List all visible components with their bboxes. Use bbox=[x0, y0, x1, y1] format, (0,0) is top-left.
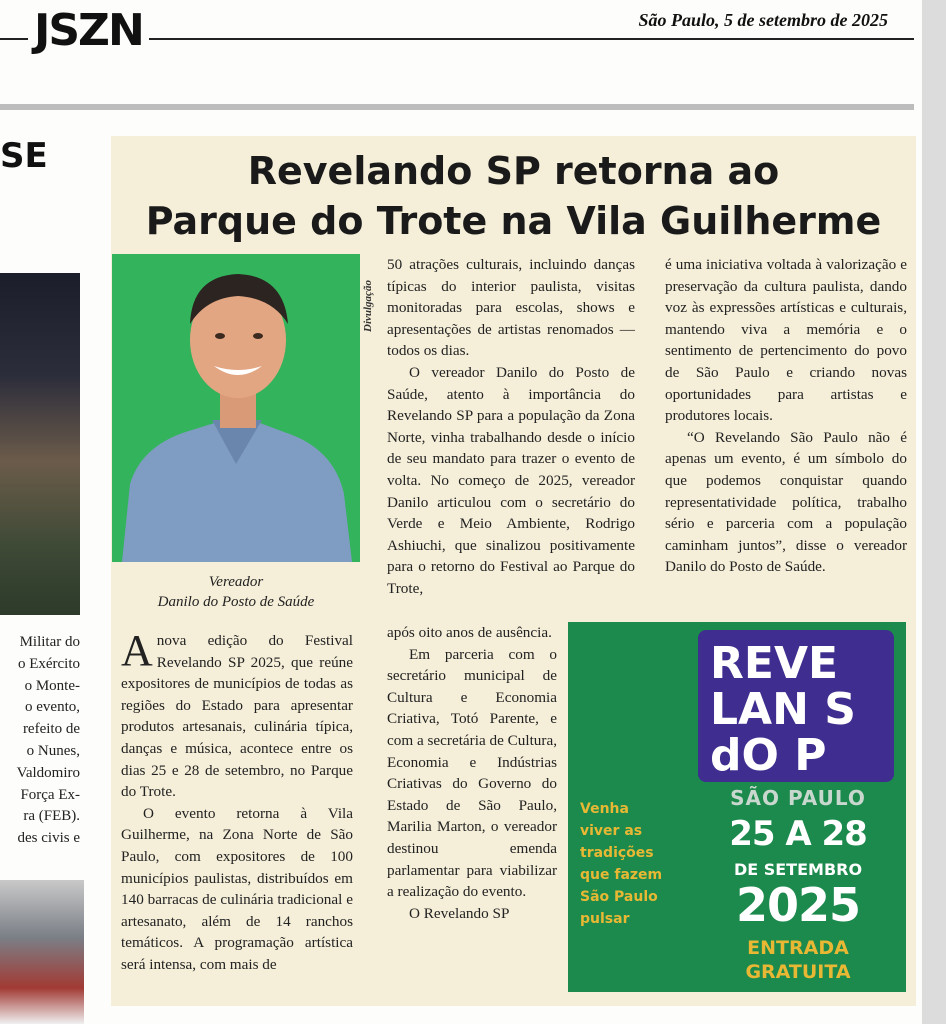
masthead-logo: JSZN bbox=[28, 6, 149, 56]
paragraph bbox=[121, 626, 353, 803]
dateline: São Paulo, 5 de setembro de 2025 bbox=[633, 10, 889, 31]
title-line-2: Parque do Trote na Vila Guilherme bbox=[145, 199, 882, 243]
person-portrait-icon bbox=[112, 254, 360, 562]
photo-caption bbox=[111, 572, 361, 612]
text-line: o Exército bbox=[17, 655, 80, 672]
article-column-3 bbox=[665, 254, 907, 578]
logo-row-2: LAN S bbox=[710, 684, 856, 735]
drop-cap: A bbox=[121, 626, 153, 675]
photo-credit: Divulgação bbox=[362, 280, 374, 332]
adjacent-article-heading: SE bbox=[0, 136, 48, 176]
entry-line-1: ENTRADA bbox=[747, 937, 849, 959]
tagline-line: Venha bbox=[580, 801, 629, 817]
paragraph: 50 atrações culturais, incluindo danças típicas do interior paulista, visitas monitoradas para escolas, shows e apresentações de artistas renomados — todos os dias. bbox=[387, 256, 635, 360]
paragraph: O evento retorna à Vila Guilherme, na Zona Norte de São Paulo, com expositores de 100 municípios paulistas, distribuídos em 140 barracas de culinária tradicional e artesanato, além de 14 ranchos temáticos. A programação artística será intensa, com mais de bbox=[121, 804, 353, 973]
paragraph: é uma iniciativa voltada à valorização e preservação da cultura paulista, dando voz às expressões artísticas e culturais, mantendo viva a memória e o sentimento de pertencimento do povo de São Paulo e criando novas oportunidades para artistas e produtores locais. bbox=[665, 256, 907, 425]
vereador-photo bbox=[112, 254, 360, 562]
page-gutter bbox=[922, 0, 946, 1024]
ad-dates: 25 A 28 bbox=[729, 814, 867, 854]
tagline-line: pulsar bbox=[580, 911, 630, 927]
adjacent-article-text bbox=[0, 632, 80, 850]
text-line: o Monte- bbox=[24, 677, 80, 694]
text-line: o Nunes, bbox=[26, 742, 80, 759]
adjacent-article-photo-2 bbox=[0, 880, 84, 1024]
header-divider bbox=[0, 104, 914, 110]
tagline-line: que fazem bbox=[580, 867, 663, 883]
revelando-logo-icon bbox=[568, 622, 906, 792]
ad-year: 2025 bbox=[735, 878, 861, 932]
article-column-1 bbox=[121, 626, 353, 976]
text-line: des civis e bbox=[17, 830, 80, 847]
paragraph: O Revelando SP bbox=[409, 904, 510, 922]
caption-line-2: Danilo do Posto de Saúde bbox=[157, 594, 315, 610]
ad-city: SÃO PAULO bbox=[730, 786, 866, 810]
title-line-1: Revelando SP retorna ao bbox=[247, 149, 780, 193]
tagline-line: tradições bbox=[580, 845, 654, 861]
tagline-line: São Paulo bbox=[580, 889, 658, 905]
text-line: refeito de bbox=[22, 721, 80, 738]
tagline-line: viver as bbox=[580, 823, 643, 839]
article-column-2-continued bbox=[387, 622, 557, 924]
paragraph: após oito anos de ausência. bbox=[387, 624, 552, 641]
paragraph: O vereador Danilo do Posto de Saúde, atento à importância do Revelando SP para a população da Zona Norte, vinha trabalhando desde o início de seu mandato para trazer o evento de volta. No começo de 2025, vereador Danilo articulou com o secretário do Verde e Meio Ambiente, Rodrigo Ashiuchi, que sinalizou positivamente para o retorno do Festival ao Parque do Trote, bbox=[387, 363, 635, 597]
article-title bbox=[111, 146, 916, 246]
paragraph: “O Revelando São Paulo não é apenas um evento, é um símbolo do que podemos conquistar quando representatividade política, trabalho sério e parceria com a população caminham juntos”, disse o vereador Danilo do Posto de Saúde. bbox=[665, 428, 907, 576]
article-column-2 bbox=[387, 254, 635, 600]
text-line: ra (FEB). bbox=[23, 808, 80, 825]
entry-line-2: GRATUITA bbox=[745, 961, 851, 983]
logo-row-3: dO P bbox=[710, 730, 827, 781]
ad-month: DE SETEMBRO bbox=[733, 860, 863, 879]
ad-tagline bbox=[580, 798, 680, 930]
article-box bbox=[111, 136, 916, 1006]
adjacent-article-photo bbox=[0, 273, 80, 615]
ad-free-entry bbox=[698, 936, 898, 984]
revelando-sp-advertisement bbox=[568, 622, 906, 992]
text-line: Valdomiro bbox=[16, 764, 80, 781]
paragraph-text: nova edição do Festival Revelando SP 2025, que reúne expositores de municípios de todas as regiões do Estado para apresentar produtos artesanais, culinária típica, danças e música, acontece entre os dias 25 e 28 de setembro, no Parque do Trote. bbox=[121, 632, 353, 801]
logo-row-1: REVE bbox=[710, 638, 839, 689]
text-line: Militar do bbox=[19, 634, 80, 650]
text-line: o evento, bbox=[25, 699, 80, 716]
caption-line-1: Vereador bbox=[208, 574, 264, 590]
text-line: Força Ex- bbox=[20, 786, 80, 803]
paragraph: Em parceria com o secretário municipal de Cultura e Economia Criativa, Totó Parente, e com a secretária de Cultura, Economia e Indústrias Criativas do Governo do Estado de São Paulo, Marilia Marton, o vereador destinou emenda parlamentar para viabilizar a realização do evento. bbox=[387, 645, 557, 901]
